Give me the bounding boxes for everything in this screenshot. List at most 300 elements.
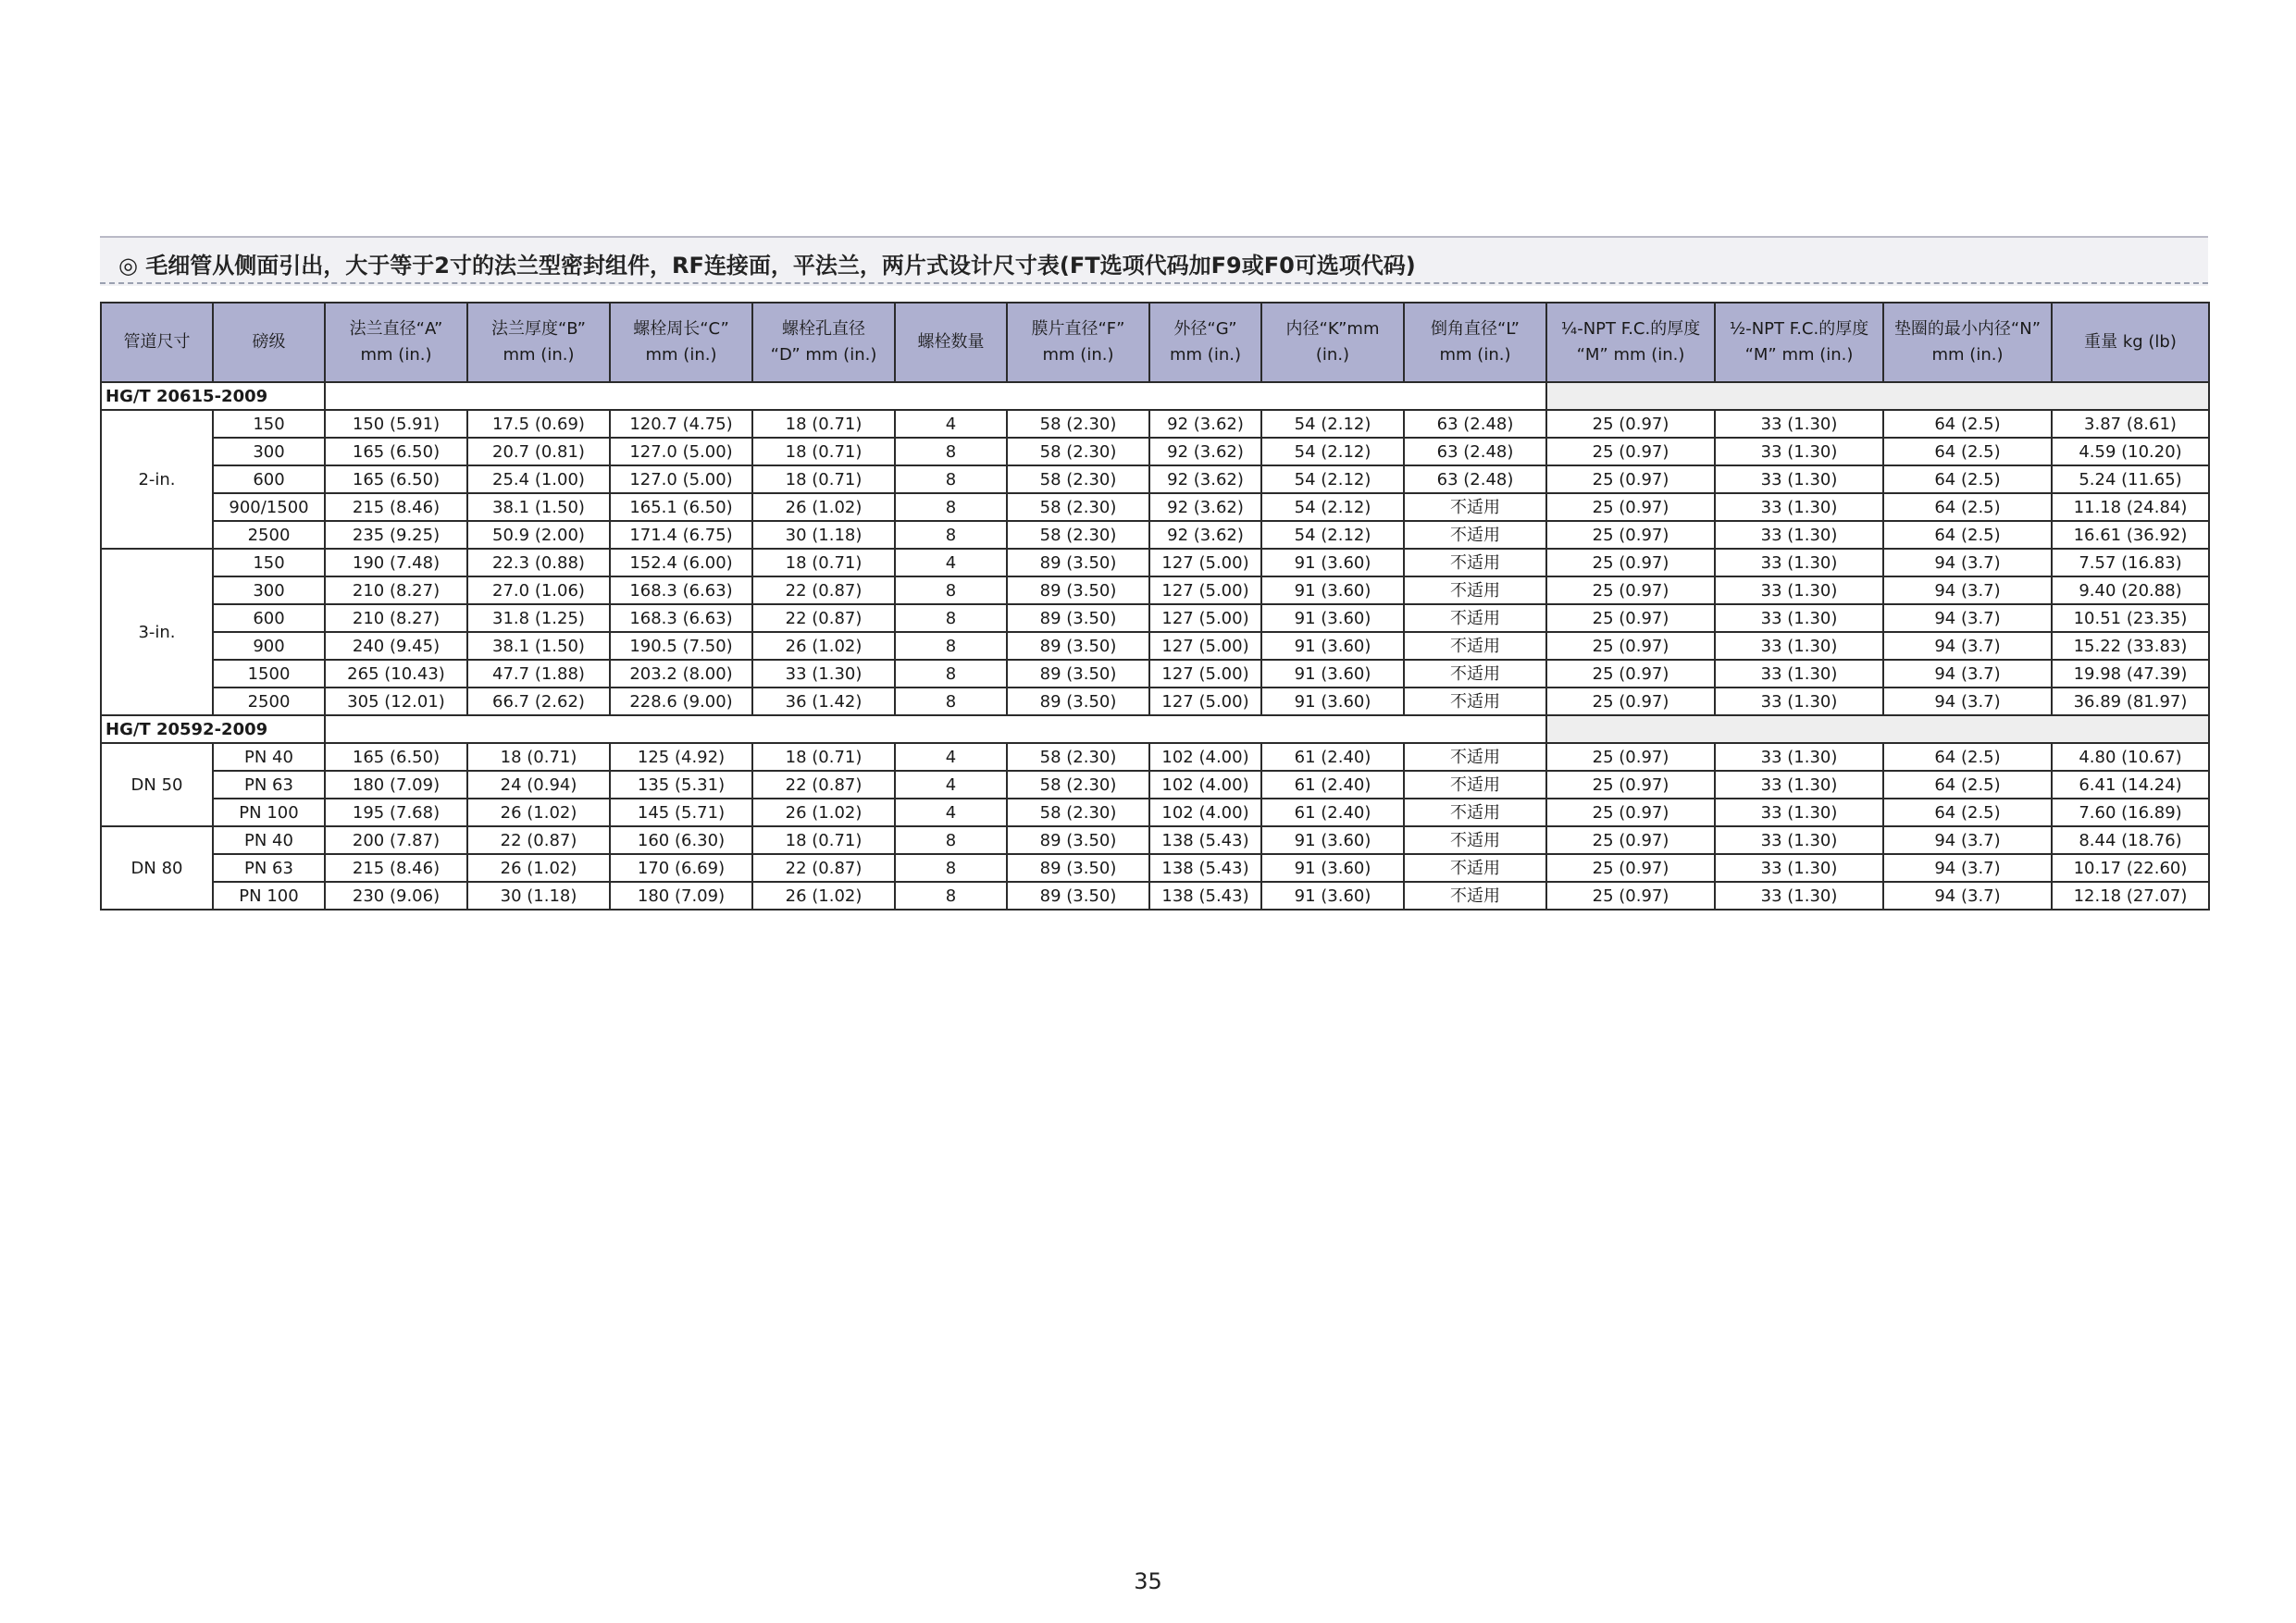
- table-cell: 8: [895, 604, 1007, 632]
- table-cell: 7.60 (16.89): [2052, 799, 2209, 826]
- column-header-line2: mm (in.): [1931, 345, 2004, 365]
- table-cell: 58 (2.30): [1007, 771, 1149, 799]
- column-header-line1: 螺栓周长“C”: [633, 319, 729, 339]
- table-cell: 91 (3.60): [1261, 826, 1404, 854]
- table-cell: 165 (6.50): [325, 743, 467, 771]
- table-cell: 89 (3.50): [1007, 826, 1149, 854]
- table-cell: 54 (2.12): [1261, 410, 1404, 438]
- table-cell: 33 (1.30): [1715, 576, 1883, 604]
- table-cell: 20.7 (0.81): [467, 438, 610, 465]
- column-header: [1883, 303, 2052, 382]
- table-cell: 91 (3.60): [1261, 660, 1404, 688]
- group-spacer: [325, 382, 1546, 410]
- table-cell: 89 (3.50): [1007, 576, 1149, 604]
- table-cell: 92 (3.62): [1149, 438, 1261, 465]
- table-cell: 127 (5.00): [1149, 576, 1261, 604]
- table-cell: 240 (9.45): [325, 632, 467, 660]
- table-cell: 25 (0.97): [1546, 826, 1715, 854]
- column-header-line2: mm (in.): [503, 345, 575, 365]
- table-cell: 25 (0.97): [1546, 549, 1715, 576]
- column-header: [213, 303, 325, 382]
- table-cell: 25 (0.97): [1546, 799, 1715, 826]
- table-cell: 54 (2.12): [1261, 521, 1404, 549]
- table-cell: 33 (1.30): [1715, 826, 1883, 854]
- table-cell: 8: [895, 854, 1007, 882]
- table-row: [101, 549, 2209, 576]
- table-row: [101, 465, 2209, 493]
- table-cell: 600: [213, 604, 325, 632]
- table-cell: 8.44 (18.76): [2052, 826, 2209, 854]
- table-cell: 94 (3.7): [1883, 604, 2052, 632]
- table-cell: 64 (2.5): [1883, 799, 2052, 826]
- table-cell: 89 (3.50): [1007, 549, 1149, 576]
- table-cell: 38.1 (1.50): [467, 493, 610, 521]
- table-cell: 30 (1.18): [752, 521, 895, 549]
- table-cell: 94 (3.7): [1883, 688, 2052, 715]
- table-cell: 不适用: [1404, 826, 1546, 854]
- table-cell: 18 (0.71): [467, 743, 610, 771]
- table-cell: 25 (0.97): [1546, 410, 1715, 438]
- table-cell: PN 63: [213, 854, 325, 882]
- table-cell: 54 (2.12): [1261, 465, 1404, 493]
- column-header: [895, 303, 1007, 382]
- table-cell: 64 (2.5): [1883, 465, 2052, 493]
- table-cell: 58 (2.30): [1007, 799, 1149, 826]
- table-cell: PN 100: [213, 882, 325, 910]
- table-cell: 190.5 (7.50): [610, 632, 752, 660]
- table-cell: 235 (9.25): [325, 521, 467, 549]
- table-cell: 33 (1.30): [1715, 465, 1883, 493]
- table-cell: 135 (5.31): [610, 771, 752, 799]
- table-cell: 91 (3.60): [1261, 632, 1404, 660]
- table-cell: 64 (2.5): [1883, 438, 2052, 465]
- table-cell: 不适用: [1404, 771, 1546, 799]
- column-header-line1: 外径“G”: [1173, 319, 1237, 339]
- table-row: [101, 576, 2209, 604]
- table-cell: 64 (2.5): [1883, 743, 2052, 771]
- table-cell: 61 (2.40): [1261, 743, 1404, 771]
- table-cell: 8: [895, 576, 1007, 604]
- table-cell: 125 (4.92): [610, 743, 752, 771]
- table-cell: 18 (0.71): [752, 410, 895, 438]
- column-header: [610, 303, 752, 382]
- table-row: [101, 854, 2209, 882]
- column-header-line1: 螺栓数量: [917, 332, 985, 352]
- table-cell: 25 (0.97): [1546, 771, 1715, 799]
- table-cell: 94 (3.7): [1883, 660, 2052, 688]
- table-row: [101, 604, 2209, 632]
- table-cell: 200 (7.87): [325, 826, 467, 854]
- table-row: [101, 660, 2209, 688]
- table-cell: 8: [895, 826, 1007, 854]
- table-cell: 180 (7.09): [610, 882, 752, 910]
- table-cell: 27.0 (1.06): [467, 576, 610, 604]
- standard-label: HG/T 20615-2009: [101, 382, 325, 410]
- table-cell: PN 100: [213, 799, 325, 826]
- pipe-size-cell: DN 50: [101, 743, 213, 826]
- table-cell: 26 (1.02): [752, 799, 895, 826]
- table-cell: 58 (2.30): [1007, 410, 1149, 438]
- table-cell: 168.3 (6.63): [610, 576, 752, 604]
- table-cell: 不适用: [1404, 549, 1546, 576]
- table-cell: 92 (3.62): [1149, 521, 1261, 549]
- column-header: [1261, 303, 1404, 382]
- table-cell: 25 (0.97): [1546, 465, 1715, 493]
- group-spacer: [325, 715, 1546, 743]
- table-cell: 25 (0.97): [1546, 576, 1715, 604]
- table-cell: 102 (4.00): [1149, 771, 1261, 799]
- pipe-size-cell: 2-in.: [101, 410, 213, 549]
- table-cell: 18 (0.71): [752, 743, 895, 771]
- column-header: [1149, 303, 1261, 382]
- table-cell: 10.51 (23.35): [2052, 604, 2209, 632]
- table-cell: 33 (1.30): [1715, 632, 1883, 660]
- table-cell: 4: [895, 410, 1007, 438]
- standard-group-row: [101, 715, 2209, 743]
- table-cell: 1500: [213, 660, 325, 688]
- table-cell: 3.87 (8.61): [2052, 410, 2209, 438]
- table-cell: 26 (1.02): [752, 493, 895, 521]
- table-cell: 25 (0.97): [1546, 660, 1715, 688]
- table-title: ◎ 毛细管从侧面引出，大于等于2寸的法兰型密封组件，RF连接面，平法兰，两片式设计尺寸表(FT选项代码加F9或F0可选项代码): [118, 253, 1416, 279]
- table-cell: 25 (0.97): [1546, 854, 1715, 882]
- table-cell: 600: [213, 465, 325, 493]
- column-header-line2: mm (in.): [1042, 345, 1114, 365]
- table-cell: 不适用: [1404, 632, 1546, 660]
- table-cell: 102 (4.00): [1149, 799, 1261, 826]
- table-cell: 24 (0.94): [467, 771, 610, 799]
- table-cell: 19.98 (47.39): [2052, 660, 2209, 688]
- table-cell: 10.17 (22.60): [2052, 854, 2209, 882]
- table-header: [101, 303, 2209, 382]
- table-cell: 127 (5.00): [1149, 632, 1261, 660]
- table-cell: 66.7 (2.62): [467, 688, 610, 715]
- table-cell: 165.1 (6.50): [610, 493, 752, 521]
- table-cell: 不适用: [1404, 493, 1546, 521]
- table-cell: 25.4 (1.00): [467, 465, 610, 493]
- table-cell: 94 (3.7): [1883, 826, 2052, 854]
- table-cell: PN 40: [213, 743, 325, 771]
- table-cell: 33 (1.30): [1715, 549, 1883, 576]
- table-cell: 不适用: [1404, 604, 1546, 632]
- table-cell: 33 (1.30): [1715, 410, 1883, 438]
- table-cell: 58 (2.30): [1007, 743, 1149, 771]
- table-cell: 91 (3.60): [1261, 882, 1404, 910]
- table-cell: 58 (2.30): [1007, 438, 1149, 465]
- table-cell: 26 (1.02): [752, 882, 895, 910]
- table-cell: 64 (2.5): [1883, 410, 2052, 438]
- column-header-line1: 法兰直径“A”: [349, 319, 443, 339]
- table-cell: 38.1 (1.50): [467, 632, 610, 660]
- table-cell: 171.4 (6.75): [610, 521, 752, 549]
- table-row: [101, 771, 2209, 799]
- table-cell: 8: [895, 882, 1007, 910]
- header-row: [101, 303, 2209, 382]
- table-cell: 145 (5.71): [610, 799, 752, 826]
- table-cell: 22 (0.87): [752, 576, 895, 604]
- table-cell: 22.3 (0.88): [467, 549, 610, 576]
- table-cell: 11.18 (24.84): [2052, 493, 2209, 521]
- table-cell: 18 (0.71): [752, 826, 895, 854]
- table-cell: 8: [895, 465, 1007, 493]
- table-cell: 64 (2.5): [1883, 493, 2052, 521]
- table-cell: 63 (2.48): [1404, 438, 1546, 465]
- column-header: [1007, 303, 1149, 382]
- title-divider: [100, 282, 2208, 284]
- table-cell: 25 (0.97): [1546, 688, 1715, 715]
- table-cell: 8: [895, 493, 1007, 521]
- table-cell: 150 (5.91): [325, 410, 467, 438]
- table-row: [101, 632, 2209, 660]
- table-cell: 8: [895, 688, 1007, 715]
- table-cell: 91 (3.60): [1261, 688, 1404, 715]
- table-cell: 190 (7.48): [325, 549, 467, 576]
- table-cell: 16.61 (36.92): [2052, 521, 2209, 549]
- table-cell: 900/1500: [213, 493, 325, 521]
- table-cell: 17.5 (0.69): [467, 410, 610, 438]
- table-cell: 33 (1.30): [1715, 743, 1883, 771]
- table-cell: 22 (0.87): [752, 771, 895, 799]
- table-cell: 64 (2.5): [1883, 521, 2052, 549]
- table-cell: 2500: [213, 521, 325, 549]
- column-header-line1: 倒角直径“L”: [1431, 319, 1520, 339]
- table-cell: 33 (1.30): [1715, 493, 1883, 521]
- table-cell: 26 (1.02): [467, 799, 610, 826]
- table-cell: 91 (3.60): [1261, 576, 1404, 604]
- table-cell: 138 (5.43): [1149, 882, 1261, 910]
- table-cell: 不适用: [1404, 743, 1546, 771]
- table-cell: 22 (0.87): [467, 826, 610, 854]
- column-header-line2: mm (in.): [360, 345, 432, 365]
- table-cell: 25 (0.97): [1546, 632, 1715, 660]
- pipe-size-cell: DN 80: [101, 826, 213, 910]
- table-cell: 47.7 (1.88): [467, 660, 610, 688]
- table-cell: 89 (3.50): [1007, 688, 1149, 715]
- column-header-line1: 内径“K”mm: [1285, 319, 1380, 339]
- table-cell: 不适用: [1404, 854, 1546, 882]
- table-cell: 26 (1.02): [752, 632, 895, 660]
- table-row: [101, 882, 2209, 910]
- table-cell: 5.24 (11.65): [2052, 465, 2209, 493]
- table-cell: 265 (10.43): [325, 660, 467, 688]
- table-cell: 160 (6.30): [610, 826, 752, 854]
- table-row: [101, 743, 2209, 771]
- table-cell: 127 (5.00): [1149, 604, 1261, 632]
- column-header-line1: 法兰厚度“B”: [490, 319, 586, 339]
- column-header-line2: (in.): [1315, 345, 1350, 365]
- table-cell: 26 (1.02): [467, 854, 610, 882]
- table-cell: 33 (1.30): [1715, 688, 1883, 715]
- table-cell: 33 (1.30): [1715, 854, 1883, 882]
- table-cell: 25 (0.97): [1546, 882, 1715, 910]
- table-cell: 152.4 (6.00): [610, 549, 752, 576]
- table-cell: 94 (3.7): [1883, 632, 2052, 660]
- column-header: [752, 303, 895, 382]
- table-cell: 94 (3.7): [1883, 854, 2052, 882]
- table-cell: 230 (9.06): [325, 882, 467, 910]
- table-cell: 33 (1.30): [1715, 438, 1883, 465]
- table-cell: 33 (1.30): [1715, 799, 1883, 826]
- table-cell: 2500: [213, 688, 325, 715]
- table-body: [101, 382, 2209, 910]
- table-cell: 6.41 (14.24): [2052, 771, 2209, 799]
- table-cell: 18 (0.71): [752, 438, 895, 465]
- table-cell: 228.6 (9.00): [610, 688, 752, 715]
- table-cell: 138 (5.43): [1149, 826, 1261, 854]
- column-header-line2: mm (in.): [1439, 345, 1511, 365]
- table-cell: 91 (3.60): [1261, 604, 1404, 632]
- table-cell: 18 (0.71): [752, 465, 895, 493]
- table-cell: 180 (7.09): [325, 771, 467, 799]
- table-row: [101, 438, 2209, 465]
- column-header: [325, 303, 467, 382]
- table-cell: 8: [895, 660, 1007, 688]
- column-header-line1: ½-NPT F.C.的厚度: [1729, 319, 1869, 339]
- table-cell: 4: [895, 771, 1007, 799]
- column-header: [1546, 303, 1715, 382]
- table-cell: 94 (3.7): [1883, 882, 2052, 910]
- table-cell: 92 (3.62): [1149, 410, 1261, 438]
- column-header-line2: mm (in.): [1170, 345, 1241, 365]
- column-header-line1: 螺栓孔直径: [782, 319, 865, 339]
- table-cell: 203.2 (8.00): [610, 660, 752, 688]
- table-cell: 94 (3.7): [1883, 549, 2052, 576]
- table-cell: 61 (2.40): [1261, 799, 1404, 826]
- table-cell: 210 (8.27): [325, 604, 467, 632]
- column-header-line1: 管道尺寸: [123, 332, 191, 352]
- table-cell: PN 40: [213, 826, 325, 854]
- table-cell: 61 (2.40): [1261, 771, 1404, 799]
- table-cell: 33 (1.30): [1715, 660, 1883, 688]
- table-cell: 138 (5.43): [1149, 854, 1261, 882]
- table-cell: 33 (1.30): [752, 660, 895, 688]
- standard-label: HG/T 20592-2009: [101, 715, 325, 743]
- table-cell: 30 (1.18): [467, 882, 610, 910]
- table-cell: 127.0 (5.00): [610, 465, 752, 493]
- table-cell: 25 (0.97): [1546, 743, 1715, 771]
- table-cell: 4.80 (10.67): [2052, 743, 2209, 771]
- table-cell: 94 (3.7): [1883, 576, 2052, 604]
- table-cell: 4.59 (10.20): [2052, 438, 2209, 465]
- table-cell: 不适用: [1404, 799, 1546, 826]
- table-cell: 215 (8.46): [325, 854, 467, 882]
- table-cell: 8: [895, 438, 1007, 465]
- table-title-bar: [100, 236, 2208, 286]
- table-cell: 120.7 (4.75): [610, 410, 752, 438]
- table-cell: 8: [895, 632, 1007, 660]
- column-header: [101, 303, 213, 382]
- table-cell: 305 (12.01): [325, 688, 467, 715]
- table-cell: 900: [213, 632, 325, 660]
- table-cell: 36 (1.42): [752, 688, 895, 715]
- group-spacer: [1546, 715, 2209, 743]
- table-cell: 92 (3.62): [1149, 493, 1261, 521]
- table-cell: 8: [895, 521, 1007, 549]
- table-cell: 150: [213, 549, 325, 576]
- table-cell: 33 (1.30): [1715, 771, 1883, 799]
- table-cell: 58 (2.30): [1007, 465, 1149, 493]
- table-cell: 64 (2.5): [1883, 771, 2052, 799]
- column-header-line2: mm (in.): [645, 345, 717, 365]
- table-row: [101, 826, 2209, 854]
- table-cell: 不适用: [1404, 882, 1546, 910]
- table-cell: 89 (3.50): [1007, 632, 1149, 660]
- table-cell: 89 (3.50): [1007, 660, 1149, 688]
- column-header: [2052, 303, 2209, 382]
- table-cell: 12.18 (27.07): [2052, 882, 2209, 910]
- table-cell: 不适用: [1404, 660, 1546, 688]
- table-cell: 102 (4.00): [1149, 743, 1261, 771]
- table-cell: 165 (6.50): [325, 465, 467, 493]
- table-cell: 33 (1.30): [1715, 604, 1883, 632]
- table-cell: 58 (2.30): [1007, 521, 1149, 549]
- table-cell: 31.8 (1.25): [467, 604, 610, 632]
- table-cell: 33 (1.30): [1715, 882, 1883, 910]
- table-row: [101, 410, 2209, 438]
- table-cell: 300: [213, 438, 325, 465]
- table-cell: 不适用: [1404, 521, 1546, 549]
- table-cell: 9.40 (20.88): [2052, 576, 2209, 604]
- column-header: [467, 303, 610, 382]
- group-spacer: [1546, 382, 2209, 410]
- column-header-line2: “M” mm (in.): [1744, 345, 1854, 365]
- pipe-size-cell: 3-in.: [101, 549, 213, 715]
- table-row: [101, 799, 2209, 826]
- table-cell: 不适用: [1404, 576, 1546, 604]
- table-cell: 22 (0.87): [752, 604, 895, 632]
- column-header: [1715, 303, 1883, 382]
- table-cell: 54 (2.12): [1261, 493, 1404, 521]
- table-cell: 63 (2.48): [1404, 465, 1546, 493]
- table-cell: 25 (0.97): [1546, 604, 1715, 632]
- table-cell: 210 (8.27): [325, 576, 467, 604]
- table-cell: 63 (2.48): [1404, 410, 1546, 438]
- table-cell: 170 (6.69): [610, 854, 752, 882]
- table-cell: 168.3 (6.63): [610, 604, 752, 632]
- flange-dimension-table: [100, 302, 2210, 911]
- table-cell: 25 (0.97): [1546, 493, 1715, 521]
- table-cell: 50.9 (2.00): [467, 521, 610, 549]
- table-cell: 92 (3.62): [1149, 465, 1261, 493]
- column-header-line1: 膜片直径“F”: [1031, 319, 1125, 339]
- table-cell: 89 (3.50): [1007, 604, 1149, 632]
- table-cell: 150: [213, 410, 325, 438]
- table-cell: 15.22 (33.83): [2052, 632, 2209, 660]
- column-header-line2: “M” mm (in.): [1576, 345, 1685, 365]
- table-cell: 4: [895, 799, 1007, 826]
- table-cell: 165 (6.50): [325, 438, 467, 465]
- column-header-line1: 重量 kg (lb): [2084, 332, 2177, 352]
- table-cell: 不适用: [1404, 688, 1546, 715]
- table-cell: 54 (2.12): [1261, 438, 1404, 465]
- table-cell: 195 (7.68): [325, 799, 467, 826]
- table-cell: 33 (1.30): [1715, 521, 1883, 549]
- table-cell: 25 (0.97): [1546, 521, 1715, 549]
- column-header: [1404, 303, 1546, 382]
- table-cell: 36.89 (81.97): [2052, 688, 2209, 715]
- table-cell: 18 (0.71): [752, 549, 895, 576]
- page-number: 35: [1134, 1568, 1162, 1594]
- table-cell: 91 (3.60): [1261, 549, 1404, 576]
- table-cell: 215 (8.46): [325, 493, 467, 521]
- table-cell: 89 (3.50): [1007, 854, 1149, 882]
- table-cell: 4: [895, 549, 1007, 576]
- table-cell: 22 (0.87): [752, 854, 895, 882]
- table-cell: 91 (3.60): [1261, 854, 1404, 882]
- table-cell: 127 (5.00): [1149, 549, 1261, 576]
- table-cell: PN 63: [213, 771, 325, 799]
- table-cell: 4: [895, 743, 1007, 771]
